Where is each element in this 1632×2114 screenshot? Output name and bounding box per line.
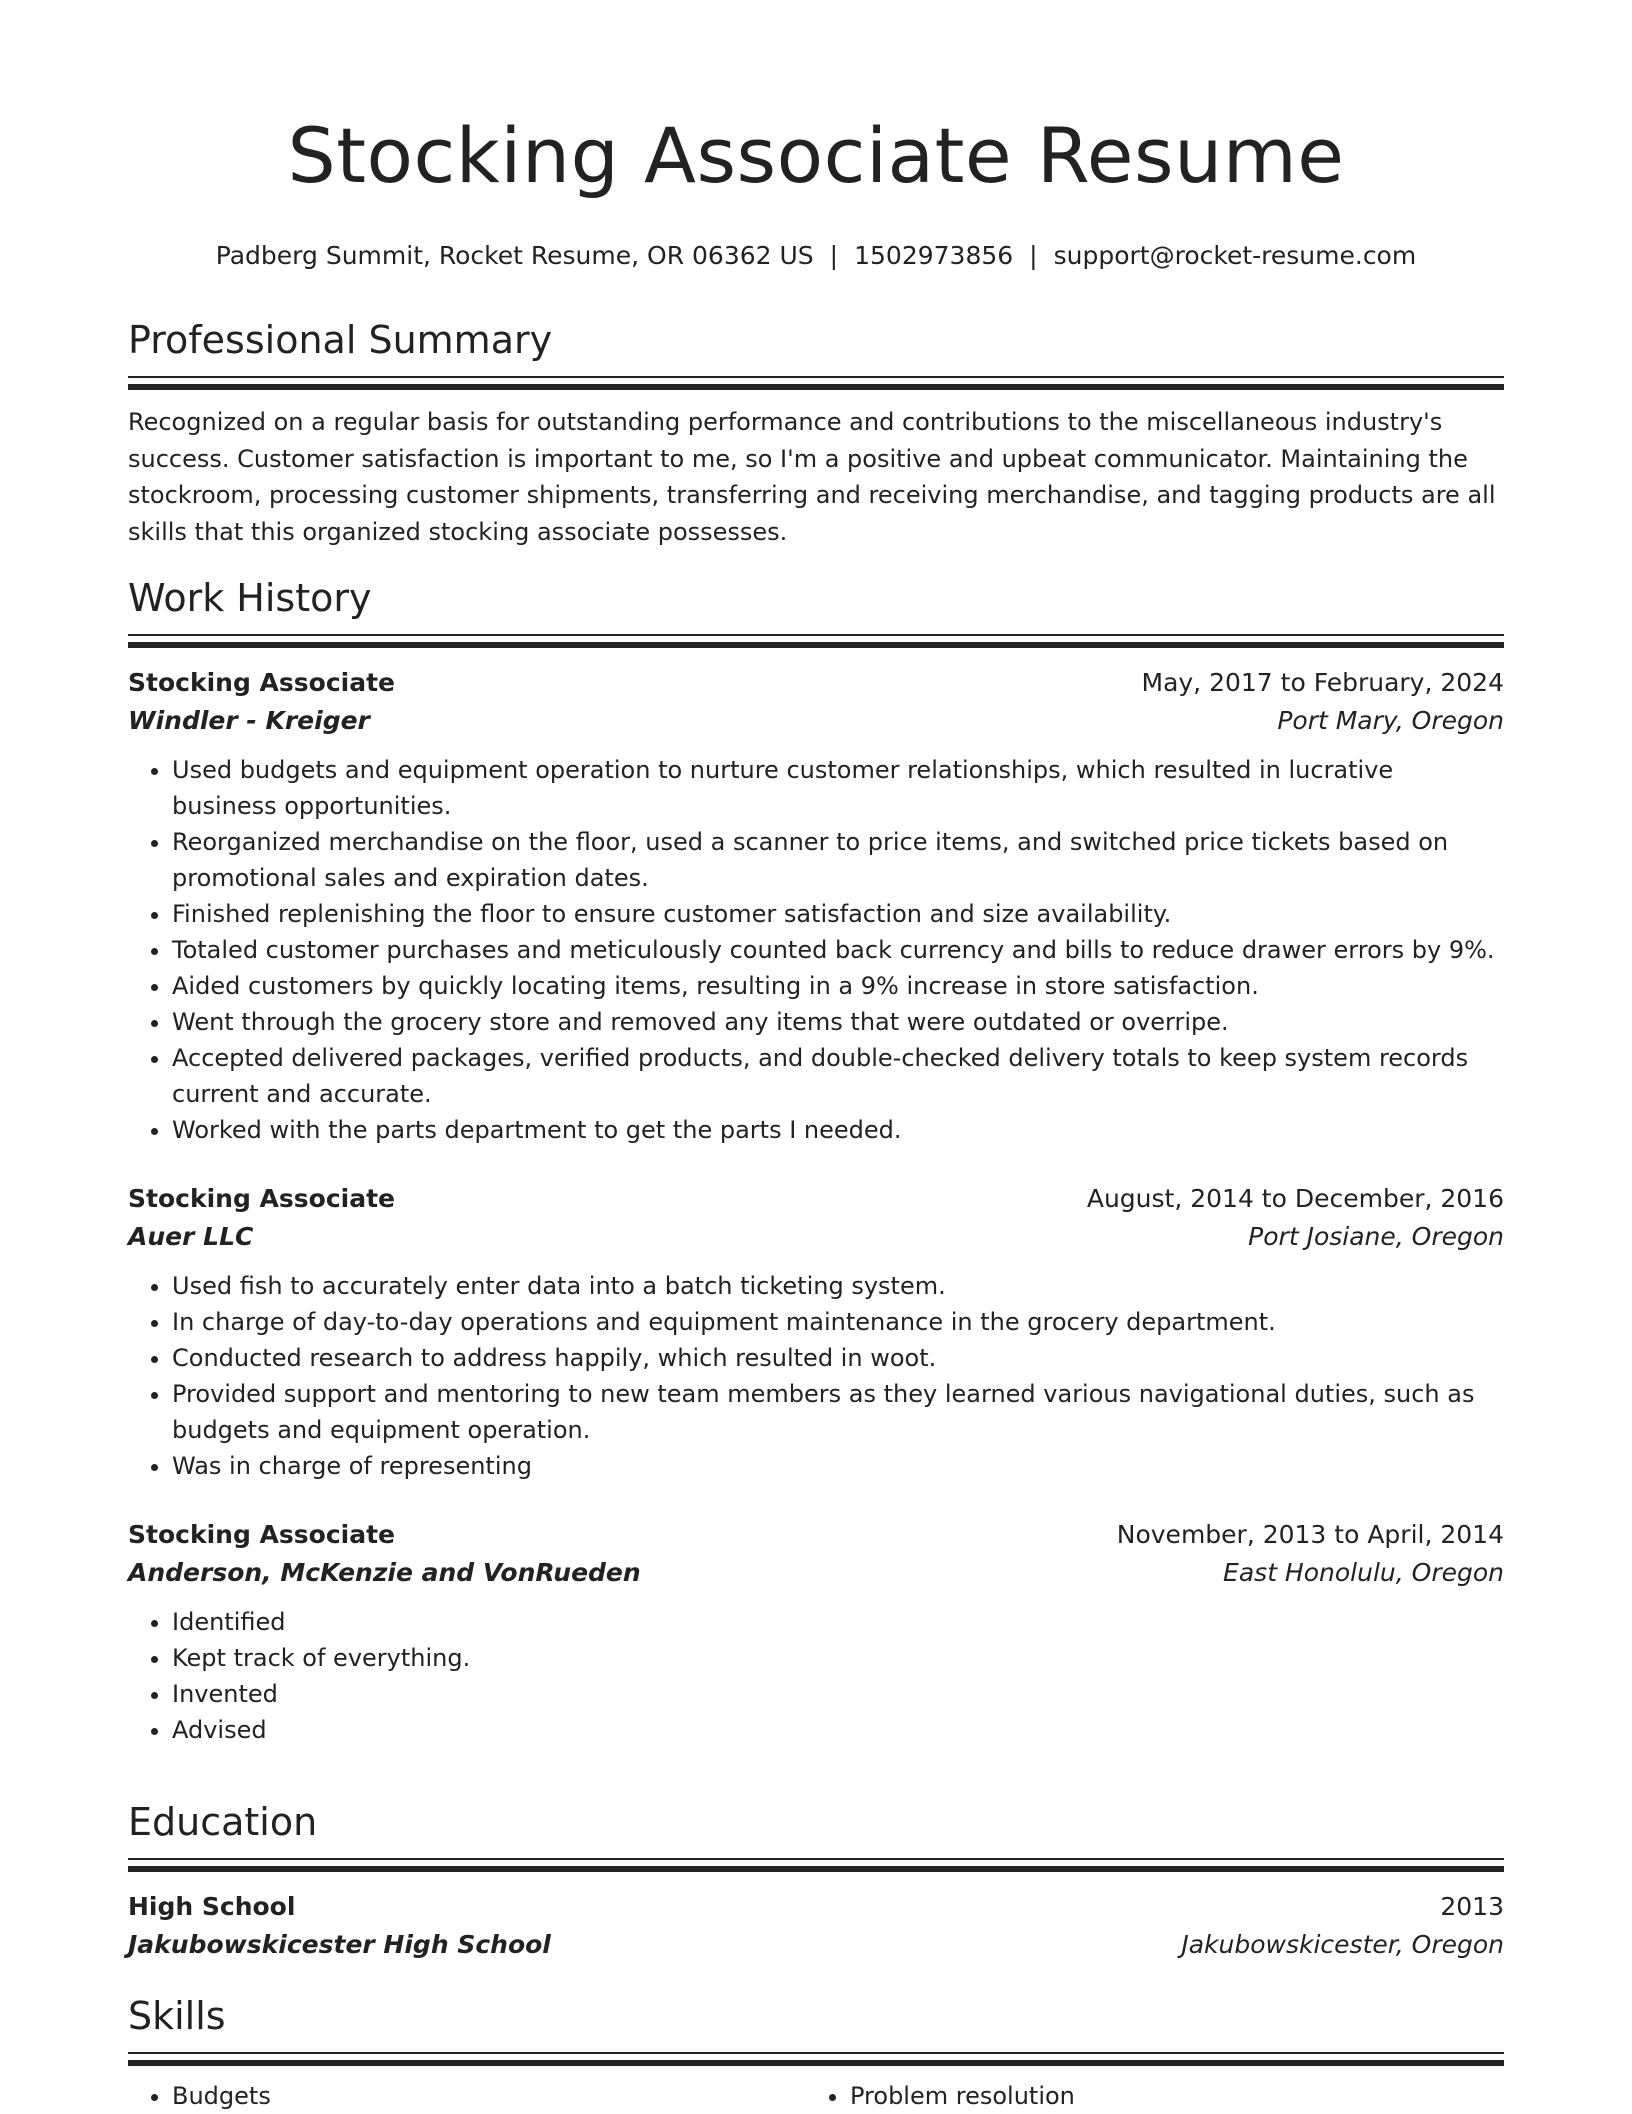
job-title: Stocking Associate <box>128 668 395 697</box>
list-item: • Totaled customer purchases and meticulously counted back currency and bills to reduce drawer errors by 9%. <box>172 932 1504 968</box>
list-item: • Provided support and mentoring to new team members as they learned various navigational duties, such as budgets and equipment operation. <box>172 1376 1504 1448</box>
education-entry <box>128 1888 1504 1964</box>
job-bullets <box>128 1604 1504 1748</box>
job-entry <box>128 1516 1504 1748</box>
job-bullets <box>128 752 1504 1148</box>
skill-item: • Problem resolution <box>850 2078 1484 2114</box>
section-divider <box>128 1858 1504 1872</box>
contact-line <box>128 241 1504 271</box>
skill-item: • Budgets <box>172 2078 806 2114</box>
school-name: Jakubowskicester High School <box>128 1930 551 1959</box>
contact-email: support@rocket-resume.com <box>1053 241 1417 270</box>
skills-section <box>128 1994 1504 2114</box>
list-item: • Identified <box>172 1604 1504 1640</box>
list-item: • Went through the grocery store and removed any items that were outdated or overripe. <box>172 1004 1504 1040</box>
contact-phone: 1502973856 <box>854 241 1014 270</box>
list-item: • Worked with the parts department to get the parts I needed. <box>172 1112 1504 1148</box>
list-item: • Reorganized merchandise on the floor, used a scanner to price items, and switched price tickets based on promotional sales and expiration dates. <box>172 824 1504 896</box>
summary-text: Recognized on a regular basis for outstanding performance and contributions to the miscellaneous industry's success. Customer satisfaction is important to me, so I'm a positive and upbeat communicator. Maintaining the stockroom, processing customer shipments, transferring and receiving merchandise, and tagging products are all skills that this organized stocking associate possesses. <box>128 408 1496 546</box>
skills-grid <box>128 2078 1504 2114</box>
skills-heading: Skills <box>128 1994 226 2038</box>
school-location: Jakubowskicester, Oregon <box>1181 1930 1504 1959</box>
job-dates: August, 2014 to December, 2016 <box>1086 1184 1504 1213</box>
list-item: • Invented <box>172 1676 1504 1712</box>
list-item: • Advised <box>172 1712 1504 1748</box>
work-history-section <box>128 576 1504 1748</box>
list-item: • Used budgets and equipment operation to nurture customer relationships, which resulted in lucrative business opportunities. <box>172 752 1504 824</box>
list-item: • Was in charge of representing <box>172 1448 1504 1484</box>
job-bullets <box>128 1268 1504 1484</box>
work-history-heading: Work History <box>128 576 372 620</box>
section-divider <box>128 634 1504 648</box>
education-heading: Education <box>128 1800 318 1844</box>
contact-address: Padberg Summit, Rocket Resume, OR 06362 US <box>215 241 814 270</box>
summary-heading: Professional Summary <box>128 318 553 362</box>
resume-title: Stocking Associate Resume <box>287 111 1345 200</box>
job-location: East Honolulu, Oregon <box>1223 1558 1504 1587</box>
section-divider <box>128 376 1504 390</box>
list-item: • Used fish to accurately enter data into a batch ticketing system. <box>172 1268 1504 1304</box>
job-title: Stocking Associate <box>128 1520 395 1549</box>
job-entry <box>128 664 1504 1148</box>
job-dates: May, 2017 to February, 2024 <box>1141 668 1504 697</box>
list-item: • Finished replenishing the floor to ensure customer satisfaction and size availability. <box>172 896 1504 932</box>
list-item: • Kept track of everything. <box>172 1640 1504 1676</box>
skills-column-left <box>128 2078 806 2114</box>
education-section <box>128 1800 1504 1964</box>
job-location: Port Josiane, Oregon <box>1248 1222 1504 1251</box>
section-divider <box>128 2052 1504 2066</box>
graduation-year: 2013 <box>1440 1892 1504 1921</box>
job-entry <box>128 1180 1504 1484</box>
company-name: Auer LLC <box>128 1222 254 1251</box>
list-item: • Accepted delivered packages, verified products, and double-checked delivery totals to keep system records current and accurate. <box>172 1040 1504 1112</box>
contact-separator: | <box>829 241 839 270</box>
degree: High School <box>128 1892 296 1921</box>
list-item: • Conducted research to address happily, which resulted in woot. <box>172 1340 1504 1376</box>
job-title: Stocking Associate <box>128 1184 395 1213</box>
contact-separator: | <box>1029 241 1038 270</box>
list-item: • In charge of day-to-day operations and equipment maintenance in the grocery department. <box>172 1304 1504 1340</box>
skills-column-right <box>806 2078 1484 2114</box>
summary-section <box>128 318 1504 550</box>
company-name: Anderson, McKenzie and VonRueden <box>128 1558 641 1587</box>
list-item: • Aided customers by quickly locating items, resulting in a 9% increase in store satisfaction. <box>172 968 1504 1004</box>
job-location: Port Mary, Oregon <box>1277 706 1504 735</box>
job-dates: November, 2013 to April, 2014 <box>1116 1520 1504 1549</box>
company-name: Windler - Kreiger <box>128 706 370 735</box>
